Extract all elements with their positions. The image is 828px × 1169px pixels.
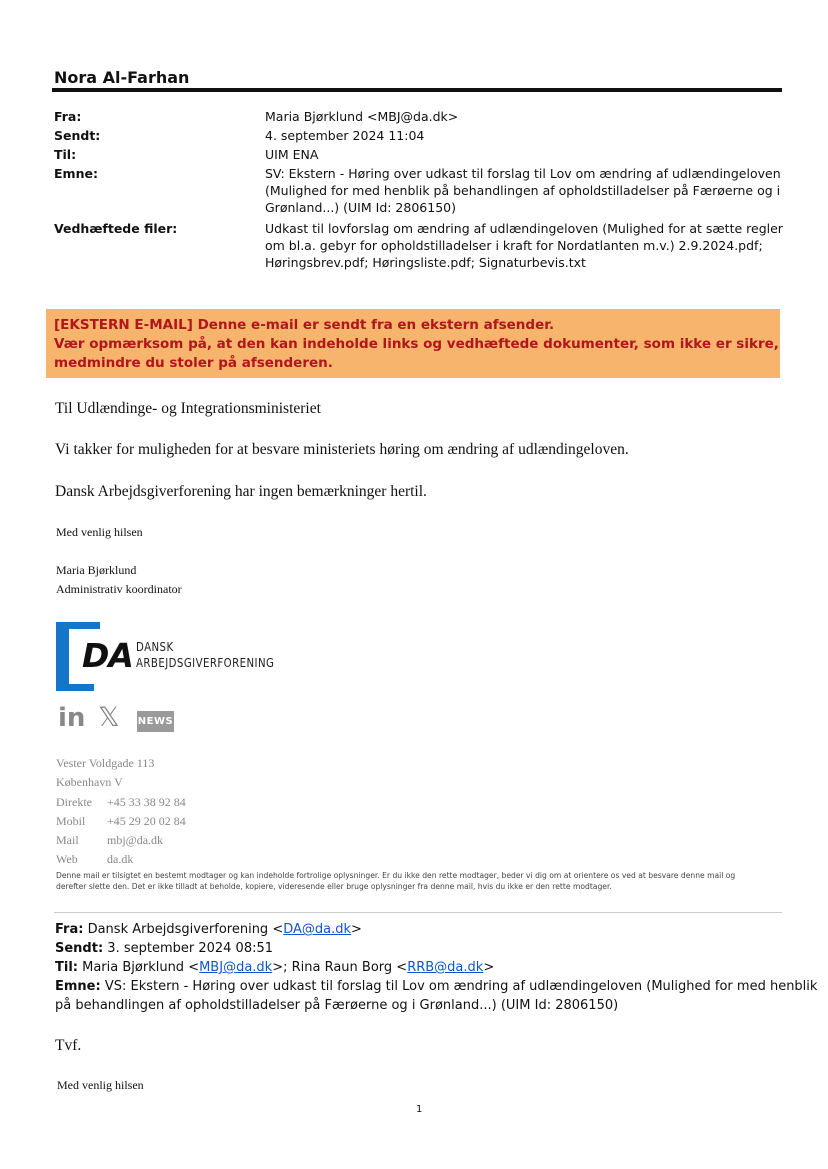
subject-line: SV: Ekstern - Høring over udkast til forslag til Lov om ændring af udlændingeloven xyxy=(265,166,781,181)
logo-text-line: DANSK xyxy=(136,640,174,654)
news-icon[interactable]: NEWS xyxy=(137,711,174,732)
da-logo xyxy=(56,622,276,692)
warning-line: [EKSTERN E-MAIL] Denne e-mail er sendt fra en ekstern afsender. xyxy=(54,317,555,333)
fwd-body: Tvf. xyxy=(55,1037,82,1054)
signature-name: Maria Bjørklund xyxy=(56,563,137,577)
to-label: Til: xyxy=(54,147,77,162)
confidentiality-disclaimer: Denne mail er tilsigtet en bestemt modtager og kan indeholde fortrolige oplysninger. Er du ikke den rette modtager, beder vi dig om at orientere os ved at besvare denne mail og derefter slette den. Det er ikke tilladt at beholde, kopiere, videresende eller bruge oplysninger fra denne mail, hvis du ikke er den rette modtager. xyxy=(56,871,736,891)
fwd-from-label: Fra: xyxy=(55,922,84,937)
from-label: Fra: xyxy=(54,109,82,124)
fwd-from-name: Dansk Arbejdsgiverforening < xyxy=(87,922,284,937)
subject-value xyxy=(265,165,785,216)
fwd-subject-cont: på behandlingen af opholdstilladelser på Færøerne og i Grønland...) (UIM Id: 2806150) xyxy=(55,998,619,1013)
logo-text-line: ARBEJDSGIVERFORENING xyxy=(136,656,275,670)
attachments-label: Vedhæftede filer: xyxy=(54,221,178,236)
contact-value: +45 29 20 02 84 xyxy=(107,814,186,828)
body-paragraph: Dansk Arbejdsgiverforening har ingen bemærkninger hertil. xyxy=(55,483,427,500)
linkedin-icon[interactable]: in xyxy=(58,703,86,733)
signature-title: Administrativ koordinator xyxy=(56,582,182,596)
fwd-to-name: Maria Bjørklund < xyxy=(82,960,200,975)
fwd-to-mid: >; Rina Raun Borg < xyxy=(272,960,408,975)
fwd-sent-label: Sendt: xyxy=(55,941,104,956)
fwd-sent-row xyxy=(55,939,273,958)
sent-label: Sendt: xyxy=(54,128,101,143)
mailbox-owner-name: Nora Al-Farhan xyxy=(54,68,190,87)
fwd-subject-text: VS: Ekstern - Høring over udkast til forslag til Lov om ændring af udlændingeloven (Mulighed for med henblik xyxy=(104,979,818,994)
fwd-to-row xyxy=(55,958,494,977)
body-paragraph: Vi takker for muligheden for at besvare ministeriets høring om ændring af udlændingeloven. xyxy=(55,441,629,458)
fwd-to-email-link[interactable]: MBJ@da.dk xyxy=(199,960,273,975)
address-street: Vester Voldgade 113 xyxy=(56,756,155,770)
contact-key: Web xyxy=(56,852,78,866)
owner-divider xyxy=(52,88,782,92)
greeting: Til Udlændinge- og Integrationsministeriet xyxy=(55,400,321,417)
attachments-line: Høringsbrev.pdf; Høringsliste.pdf; Signaturbevis.txt xyxy=(265,255,586,270)
contact-value: +45 33 38 92 84 xyxy=(107,795,186,809)
contact-key: Mobil xyxy=(56,814,86,828)
fwd-from-end: > xyxy=(351,922,362,937)
fwd-to-email-link[interactable]: RRB@da.dk xyxy=(407,960,484,975)
to-value: UIM ENA xyxy=(265,147,319,162)
contact-value[interactable]: mbj@da.dk xyxy=(107,833,164,847)
warning-line: medmindre du stoler på afsenderen. xyxy=(54,355,333,371)
attachments-line: Udkast til lovforslag om ændring af udlændingeloven (Mulighed for at sætte regler xyxy=(265,221,783,236)
fwd-from-row xyxy=(55,920,362,939)
fwd-from-email-link[interactable]: DA@da.dk xyxy=(283,922,352,937)
page-number: 1 xyxy=(416,1104,423,1115)
fwd-to-label: Til: xyxy=(55,960,78,975)
contact-key: Direkte xyxy=(56,795,92,809)
fwd-subject-row xyxy=(55,977,817,996)
attachments-line: om bl.a. gebyr for opholdstilladelser i kraft for Nordatlanten m.v.) 2.9.2024.pdf; xyxy=(265,238,763,253)
contact-key: Mail xyxy=(56,833,79,847)
logo-mark: DA xyxy=(82,636,133,675)
contact-value[interactable]: da.dk xyxy=(107,852,134,866)
subject-line: (Mulighed for med henblik på behandlingen af opholdstilladelser på Færøerne og i xyxy=(265,183,781,198)
warning-line: Vær opmærksom på, at den kan indeholde links og vedhæftede dokumenter, som ikke er sikre, xyxy=(54,336,779,352)
external-email-warning xyxy=(46,309,780,378)
subject-line: Grønland...) (UIM Id: 2806150) xyxy=(265,200,456,215)
sent-value: 4. september 2024 11:04 xyxy=(265,128,425,143)
fwd-subject-label: Emne: xyxy=(55,979,101,994)
closing: Med venlig hilsen xyxy=(56,525,143,539)
fwd-closing: Med venlig hilsen xyxy=(57,1078,144,1092)
fwd-to-end: > xyxy=(483,960,495,975)
address-city: København V xyxy=(56,775,123,789)
attachments-value[interactable] xyxy=(265,220,785,271)
from-value[interactable]: Maria Bjørklund <MBJ@da.dk> xyxy=(265,109,459,124)
fwd-sent-value: 3. september 2024 08:51 xyxy=(107,941,274,956)
message-separator xyxy=(54,912,782,913)
x-icon[interactable]: 𝕏 xyxy=(98,702,120,733)
subject-label: Emne: xyxy=(54,166,98,181)
